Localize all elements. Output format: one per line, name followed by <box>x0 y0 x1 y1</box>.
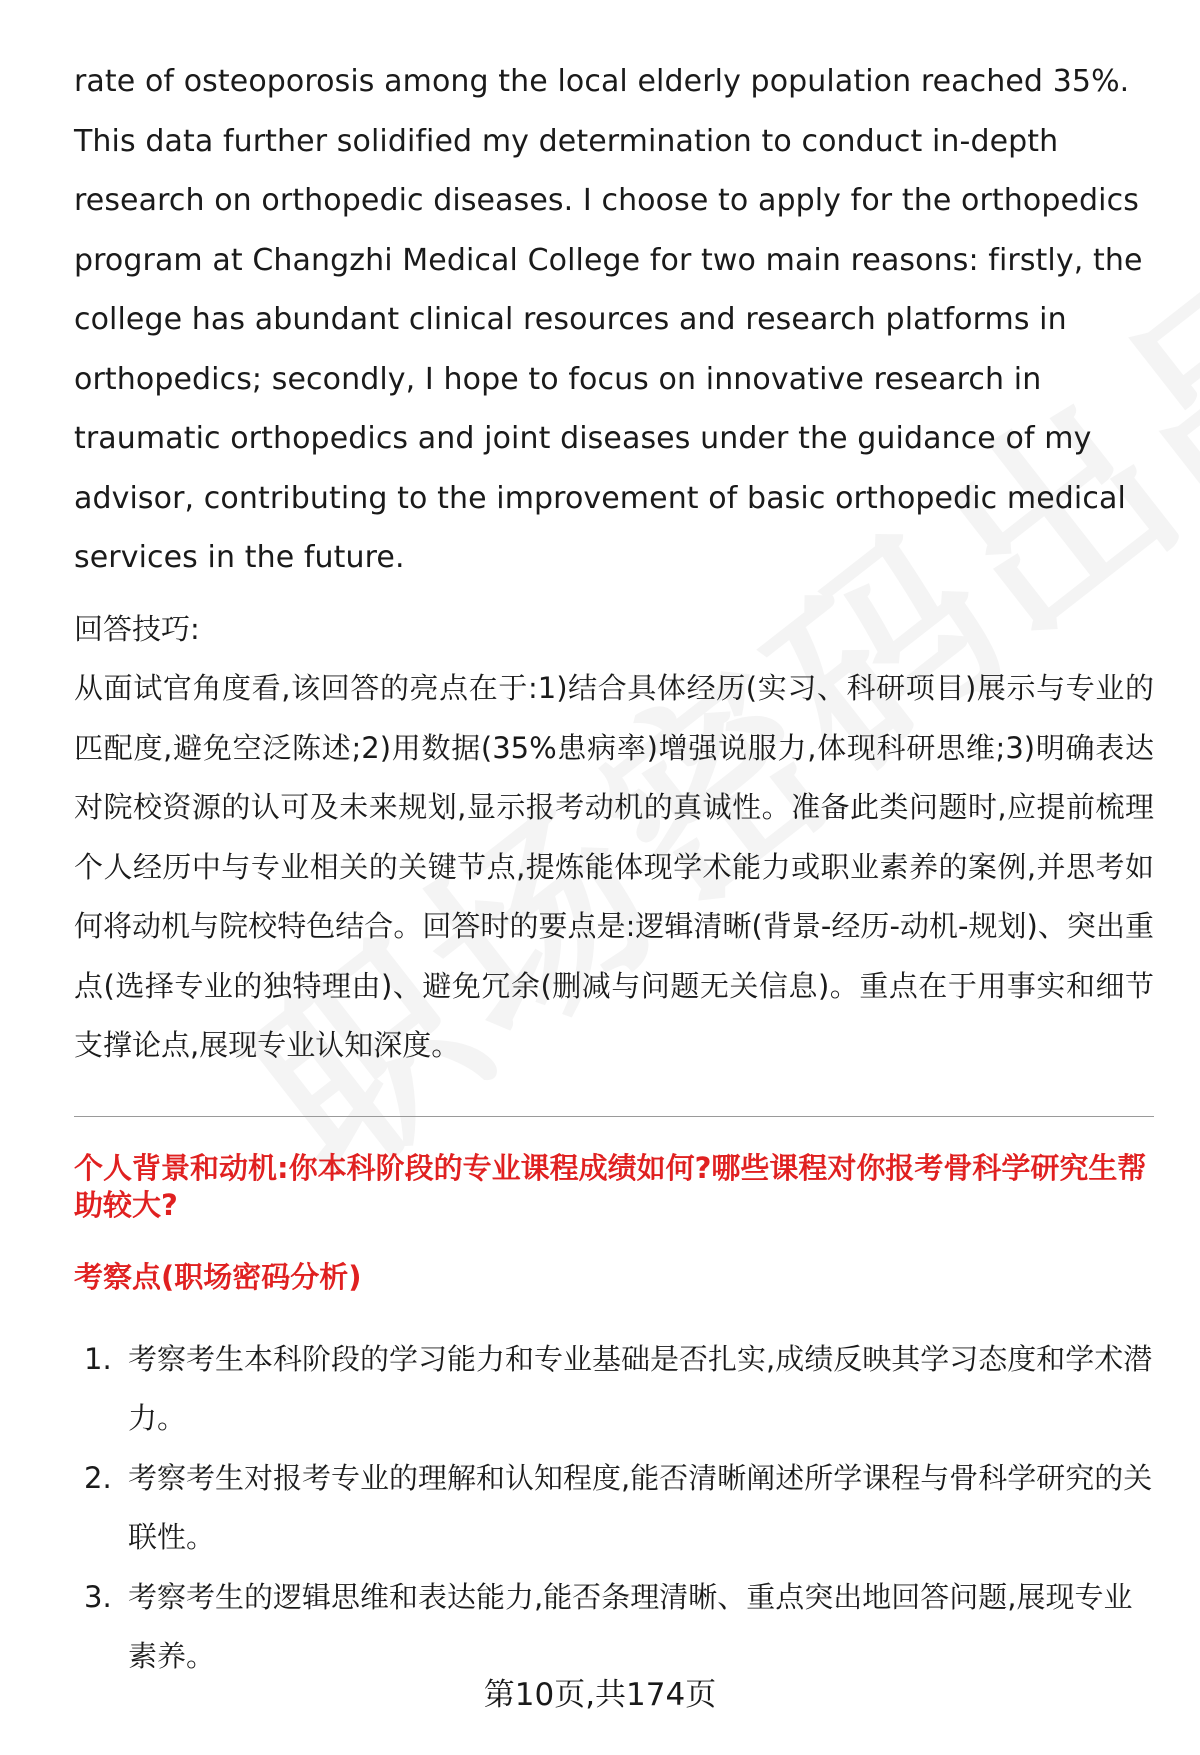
tips-body: 从面试官角度看,该回答的亮点在于:1)结合具体经历(实习、科研项目)展示与专业的匹配度,避免空泛陈述;2)用数据(35%患病率)增强说服力,体现科研思维;3)明确表达对院校资源的认可及未来规划,显示报考动机的真诚性。准备此类问题时,应提前梳理个人经历中与专业相关的关键节点,提炼能体现学术能力或职业素养的案例,并思考如何将动机与院校特色结合。回答时的要点是:逻辑清晰(背景-经历-动机-规划)、突出重点(选择专业的独特理由)、避免冗余(删减与问题无关信息)。重点在于用事实和细节支撑论点,展现专业认知深度。 <box>74 671 1154 1062</box>
list-item-number: 2. <box>84 1460 112 1495</box>
analysis-points-list <box>74 1330 1154 1687</box>
list-item <box>74 1330 1154 1449</box>
list-item <box>74 1568 1154 1687</box>
list-item-text: 考察考生本科阶段的学习能力和专业基础是否扎实,成绩反映其学习态度和学术潜力。 <box>128 1341 1153 1435</box>
answer-paragraph: rate of osteoporosis among the local elderly population reached 35%. This data further solidified my determination to conduct in-depth research on orthopedic diseases. I choose to apply for the orthopedics program at Changzhi Medical College for two main reasons: firstly, the college has abundant clinical resources and research platforms in orthopedics; secondly, I hope to focus on innovative research in traumatic orthopedics and joint diseases under the guidance of my advisor, contributing to the improvement of basic orthopedic medical services in the future. <box>74 64 1143 575</box>
page-content <box>74 52 1154 1687</box>
question-heading: 个人背景和动机:你本科阶段的专业课程成绩如何?哪些课程对你报考骨科学研究生帮助较大? <box>74 1150 1147 1222</box>
list-item-number: 3. <box>84 1579 112 1614</box>
tips-title: 回答技巧: <box>74 611 200 646</box>
list-item-text: 考察考生的逻辑思维和表达能力,能否条理清晰、重点突出地回答问题,展现专业素养。 <box>128 1579 1133 1673</box>
list-item-number: 1. <box>84 1341 112 1376</box>
list-item <box>74 1449 1154 1568</box>
list-item-text: 考察考生对报考专业的理解和认知程度,能否清晰阐述所学课程与骨科学研究的关联性。 <box>128 1460 1153 1554</box>
section-divider <box>74 1116 1154 1117</box>
analysis-heading: 考察点(职场密码分析) <box>74 1259 362 1294</box>
page-number: 第10页,共174页 <box>483 1677 717 1713</box>
